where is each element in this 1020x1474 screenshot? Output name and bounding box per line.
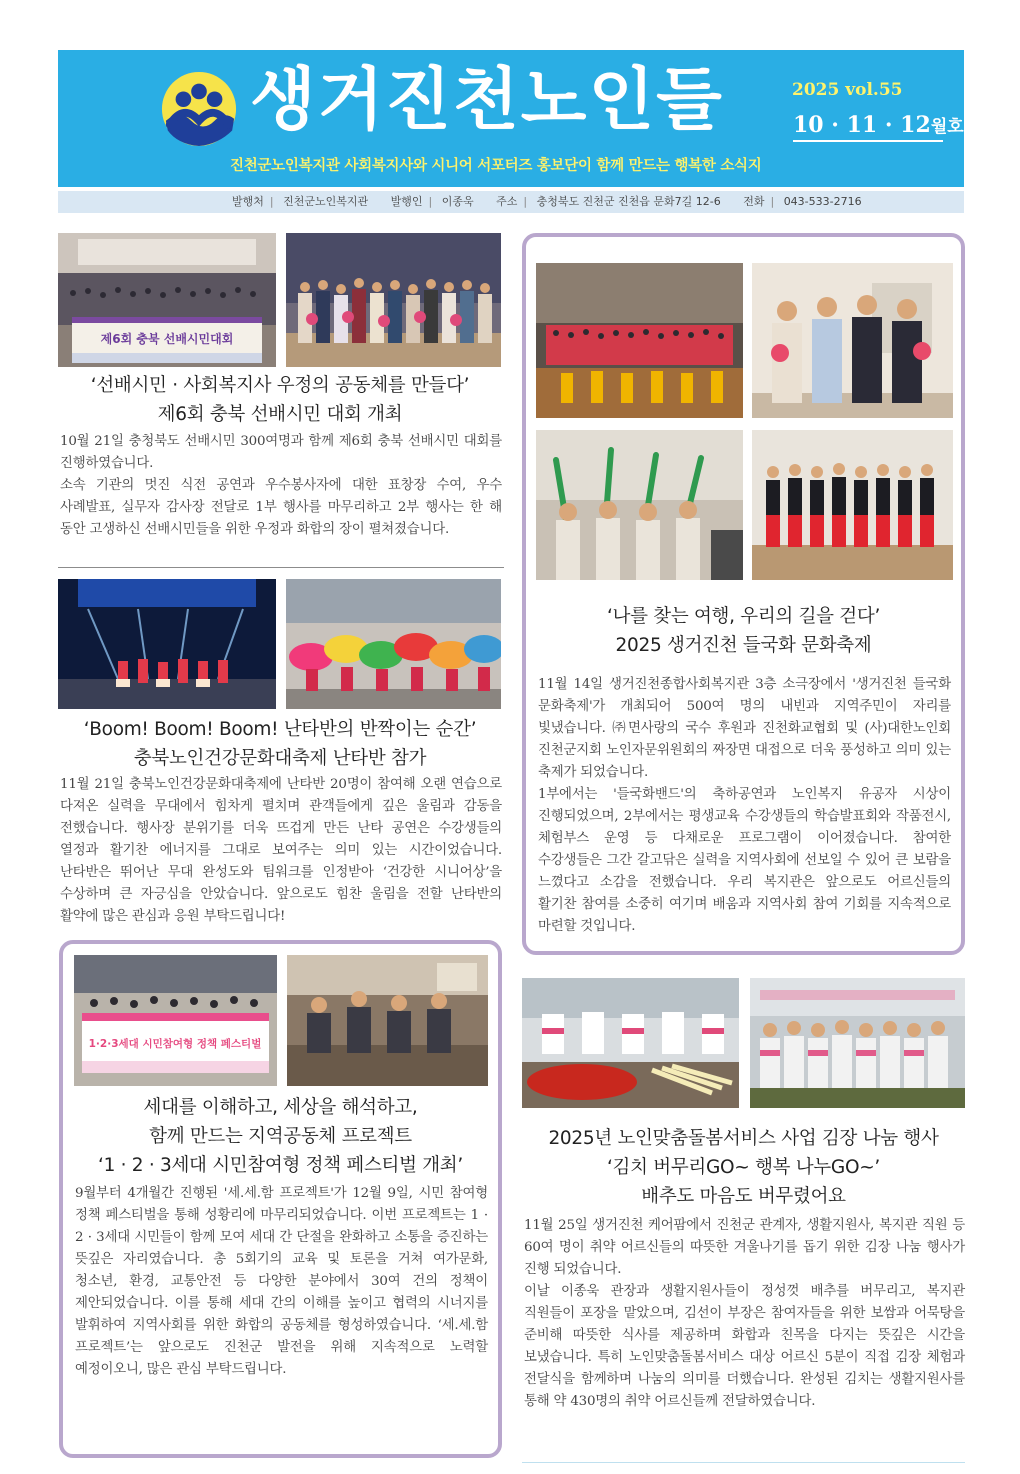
article-headline-nanta — [58, 715, 502, 773]
publisher-strip: 발행처 | 진천군노인복지관 발행인 | 이종욱 주소 | 충청북도 진천군 진천읍 문화7길 12-6 전화 | 043-533-2716 — [58, 191, 964, 213]
photo-auditorium-banner — [58, 233, 276, 367]
photo-festival-guests — [752, 263, 953, 418]
photo-banner-text: 1·2·3세대 시민참여형 정책 페스티벌 — [88, 1038, 262, 1050]
headline-line: ‘선배시민 · 사회복지사 우정의 공동체를 만들다’ — [90, 375, 470, 396]
photo-discussion — [287, 955, 488, 1086]
headline-line: 배추도 마음도 버무렸어요 — [641, 1186, 846, 1207]
photo-kimjang-group — [750, 978, 965, 1108]
body-paragraph: 소속 기관의 멋진 식전 공연과 우수봉사자에 대한 표창장 수여, 우수 사례발표, 실무자 감사장 전달로 1부 행사를 마무리하고 2부 행사는 한 해 동안 고생하신 선배시민들을 위한 우정과 화합의 장이 펼쳐졌습니다. — [60, 478, 502, 537]
body-paragraph: 9월부터 4개월간 진행된 '세.세.함 프로젝트'가 12월 9일, 시민 참여형 정책 페스티벌을 통해 성황리에 마무리되었습니다. 이번 프로젝트는 1 · 2 · 3세대 시민들이 함께 모여 세대 간 단절을 완화하고 소통을 증진하는 뜻깊은 자리였습니다. 총 5회기의 교육 및 토론을 거쳐 여가문화, 청소년, 환경, 교통안전 등 다양한 분야에서 30여 건의 정책이 제안되었습니다. 이를 통해 세대 간의 이해를 높이고 협력의 시너지를 발휘하여 지역사회를 위한 화합의 공동체를 형성하였습니다. ‘세.세.함 프로젝트’는 앞으로도 진천군 발전을 위해 지속적으로 노력할 예정이오니, 많은 관심 부탁드립니다. — [75, 1186, 488, 1377]
photo-nanta-stage — [58, 579, 276, 709]
issue-label — [793, 112, 964, 142]
issuer-value: 이종욱 — [441, 195, 474, 208]
phone-label: 전화 — [743, 195, 765, 208]
headline-line: 제6회 충북 선배시민 대회 개최 — [157, 404, 403, 425]
phone-value: 043-533-2716 — [783, 195, 862, 208]
volume-label: 2025 vol.55 — [792, 80, 903, 100]
photo-festival-dance — [536, 430, 743, 580]
photo-banner-text: 제6회 충북 선배시민대회 — [100, 332, 234, 346]
body-paragraph: 11월 25일 생거진천 케어팜에서 진천군 관계자, 생활지원사, 복지관 직원 등 60여 명이 취약 어르신들의 따뜻한 겨울나기를 돕기 위한 김장 나눔 행사가 진행 되었습니다. — [524, 1218, 965, 1277]
body-paragraph: 1부에서는 '들국화밴드'의 축하공연과 노인복지 유공자 시상이 진행되었으며, 2부에서는 평생교육 수강생들의 학습발표회와 작품전시, 체험부스 운영 등 다채로운 프로그램이 이어졌습니다. 참여한 수강생들은 그간 갈고닦은 실력을 지역사회에 선보일 수 있어 큰 보람을 느꼈다고 소감을 전했습니다. 우리 복지관은 앞으로도 어르신들의 활기찬 참여를 소중히 여기며 배움과 지역사회 참여 기회를 지속적으로 마련할 것입니다. — [538, 787, 951, 934]
photo-kimjang-making — [522, 978, 739, 1108]
article-headline-chrysanthemum-festival — [522, 602, 965, 660]
article-body-senior-citizens — [60, 431, 502, 541]
photo-nanta-fans — [286, 579, 501, 709]
body-paragraph: 11월 21일 충북노인건강문화대축제에 난타반 20명이 참여해 오랜 연습으로 다져온 실력을 무대에서 힘차게 펼치며 관객들에게 깊은 울림과 감동을 전했습니다. 행사장 분위기를 더욱 뜨겁게 만든 난타 공연은 수강생들의 열정과 활기찬 에너지를 그대로 보여주는 의미 있는 시간이었습니다. 난타반은 뛰어난 무대 완성도와 팀워크를 인정받아 ‘건강한 시니어상’을 수상하며 큰 자긍심을 안았습니다. 앞으로도 힘찬 울림을 전할 난타반의 활약에 많은 관심과 응원 부탁드립니다! — [60, 777, 502, 924]
photo-festival-performers — [752, 430, 953, 580]
headline-line: 충북노인건강문화대축제 난타반 참가 — [133, 748, 427, 769]
article-body-kimjang — [524, 1215, 965, 1413]
issue-months: 10 · 11 · 12 — [793, 112, 931, 138]
address-label: 주소 — [496, 195, 518, 208]
body-paragraph: 11월 14일 생거진천종합사회복지관 3층 소극장에서 '생거진천 들국화 문화축제'가 개최되어 500여 명의 내빈과 지역주민이 자리를 빛냈습니다. ㈜면사랑의 국수 후원과 진천화교협회 및 (사)대한노인회 진천군지회 노인자문위원회의 짜장면 대접으로 더욱 풍성하고 의미 있는 축제가 되었습니다. — [538, 677, 951, 780]
publisher-label: 발행처 — [232, 195, 264, 208]
body-paragraph: 이날 이종욱 관장과 생활지원사들이 정성껏 배추를 버무리고, 복지관 직원들이 포장을 맡았으며, 김선이 부장은 참여자들을 위한 보쌈과 어묵탕을 준비해 따뜻한 식사를 제공하며 화합과 친목을 다지는 뜻깊은 시간을 보냈습니다. 특히 노인맞춤돌봄서비스 대상 어르신 5분이 직접 김장 체험과 전달식을 함께하며 나눔의 의미를 더했습니다. 완성된 김치는 생활지원사를 통해 약 430명의 취약 어르신들께 전달하였습니다. — [524, 1284, 965, 1409]
article-body-three-generations — [75, 1183, 488, 1381]
logo-icon — [160, 70, 238, 148]
body-paragraph: 10월 21일 충청북도 선배시민 300여명과 함께 제6회 충북 선배시민 대회를 진행하였습니다. — [60, 434, 502, 471]
article-body-chrysanthemum-festival — [538, 674, 951, 938]
footer-rule — [522, 1462, 965, 1463]
photo-festival-hall — [536, 263, 743, 418]
headline-line: 2025년 노인맞춤돌봄서비스 사업 김장 나눔 행사 — [548, 1128, 939, 1149]
article-body-nanta — [60, 774, 502, 928]
headline-line: 세대를 이해하고, 세상을 해석하고, — [143, 1097, 418, 1118]
divider — [58, 567, 504, 568]
headline-line: ‘김치 버무리GO~ 행복 나누GO~’ — [606, 1157, 881, 1178]
article-headline-three-generations — [59, 1093, 502, 1180]
headline-line: 2025 생거진천 들국화 문화축제 — [615, 635, 872, 656]
issue-suffix: 월호 — [930, 117, 964, 137]
masthead-title: 생거진천노인들 — [250, 61, 724, 140]
issuer-label: 발행인 — [390, 195, 423, 208]
address-value: 충청북도 진천군 진천읍 문화7길 12-6 — [536, 195, 721, 208]
tagline: 진천군노인복지관 사회복지사와 시니어 서포터즈 홍보단이 함께 만드는 행복한 소식지 — [230, 158, 762, 174]
headline-line: ‘1 · 2 · 3세대 시민참여형 정책 페스티벌 개최’ — [98, 1155, 463, 1176]
article-headline-kimjang — [522, 1124, 965, 1211]
photo-award-group — [286, 233, 501, 367]
headline-line: ‘Boom! Boom! Boom! 난타반의 반짝이는 순간’ — [83, 719, 477, 740]
publisher-value: 진천군노인복지관 — [283, 195, 369, 208]
headline-line: ‘나를 찾는 여행, 우리의 길을 걷다’ — [606, 606, 881, 627]
article-headline-senior-citizens — [58, 371, 502, 429]
photo-policy-festival — [74, 955, 277, 1086]
headline-line: 함께 만드는 지역공동체 프로젝트 — [149, 1126, 412, 1147]
